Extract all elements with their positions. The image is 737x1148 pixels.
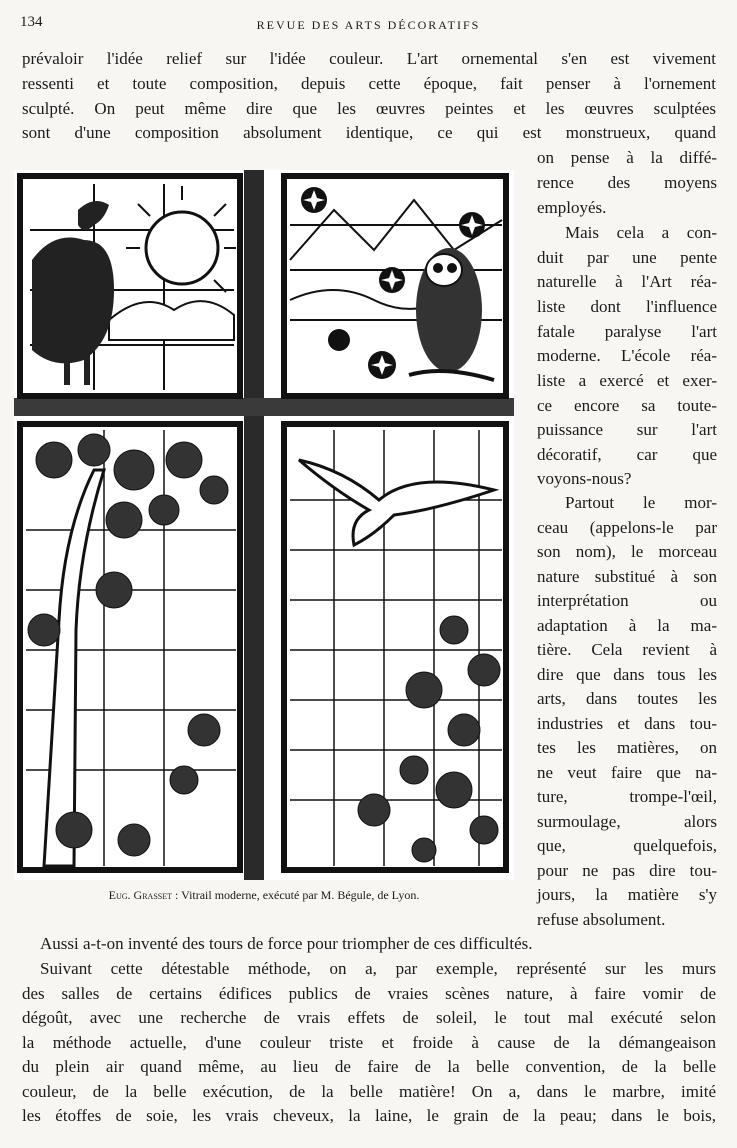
side-text-line: liste dont l'influence (537, 297, 717, 316)
side-text-line: surmoulage, alors (537, 812, 717, 831)
panel-owl-stars (284, 176, 506, 396)
side-text-line: liste a exercé et exer- (537, 371, 717, 390)
side-text-line: interprétation ou (537, 591, 717, 610)
text-line: Aussi a-t-on inventé des tours de force pour triompher de ces difficultés. (40, 934, 533, 953)
panel-tree-branches (20, 424, 240, 870)
page-number: 134 (20, 14, 43, 30)
side-text-line: son nom), le morceau (537, 542, 717, 561)
side-text-line: ceau (appelons-le par (537, 518, 717, 537)
side-text-line: pour ne pas dire tou- (537, 861, 717, 880)
side-text-line: ne veut faire que na- (537, 763, 717, 782)
side-text-line: arts, dans toutes les (537, 689, 717, 708)
side-text-line: Mais cela a con- (565, 223, 717, 242)
side-text-line: décoratif, car que (537, 445, 717, 464)
side-text-line: que, quelquefois, (537, 836, 717, 855)
panel-bird-flowers (284, 424, 506, 870)
side-text-line: industries et dans tou- (537, 714, 717, 733)
side-text-line: ture, trompe-l'œil, (537, 787, 717, 806)
side-text-line: duit par une pente (537, 248, 717, 267)
stained-glass-illustration (14, 170, 514, 880)
text-line: des salles de certains édifices publics de vraies scènes nature, à faire vomir de (22, 984, 716, 1003)
side-text-line: nature substitué à son (537, 567, 717, 586)
side-text-line: employés. (537, 198, 607, 217)
side-text-line: tes les matières, on (537, 738, 717, 757)
side-text-line: naturelle à l'Art réa- (537, 272, 717, 291)
side-text-line: dire que dans tous les (537, 665, 717, 684)
page-header (20, 14, 717, 34)
side-text-line: voyons-nous? (537, 469, 632, 488)
side-text-line: ce encore sa toute- (537, 396, 717, 415)
side-text-line: adaptation à la ma- (537, 616, 717, 635)
side-text-line: rence des moyens (537, 173, 717, 192)
side-text-line: moderne. L'école réa- (537, 346, 717, 365)
figure-caption (14, 888, 514, 903)
caption-text: : Vitrail moderne, exécuté par M. Bégule, de Lyon. (175, 888, 420, 902)
text-line: sculpté. On peut même dire que les œuvres peintes et les œuvres sculptées (22, 99, 716, 118)
text-line: du plein air quand même, au lieu de faire de la belle convention, de la belle (22, 1057, 716, 1076)
text-line: les étoffes de soie, les vrais cheveux, la laine, le grain de la peau; dans le bois, (22, 1106, 716, 1125)
side-text-line: fatale paralyse l'art (537, 322, 717, 341)
text-line: prévaloir l'idée relief sur l'idée couleur. L'art ornemental s'en est vivement (22, 49, 716, 68)
text-line: ressenti et toute composition, depuis cette époque, fait penser à l'ornement (22, 74, 716, 93)
text-line: Suivant cette détestable méthode, on a, par exemple, représenté sur les murs (40, 959, 716, 978)
side-text-line: tière. Cela revient à (537, 640, 717, 659)
side-text-line: jours, la matière s'y (537, 885, 717, 904)
text-line: dégoût, avec une recherche de vrais effets de soleil, le tout mal exécuté selon (22, 1008, 716, 1027)
side-text-line: refuse absolument. (537, 910, 666, 929)
side-text-line: puissance sur l'art (537, 420, 717, 439)
panel-rooster-sun (20, 176, 240, 396)
text-line: couleur, de la belle exécution, de la belle matière! On a, dans le marbre, imité (22, 1082, 716, 1101)
running-title: REVUE DES ARTS DÉCORATIFS (256, 18, 481, 32)
text-line: la méthode actuelle, d'une couleur triste et froide à cause de la démangeaison (22, 1033, 716, 1052)
side-text-line: Partout le mor- (565, 493, 717, 512)
text-line: sont d'une composition absolument identique, ce qui est monstrueux, quand (22, 123, 716, 142)
side-text-line: on pense à la diffé- (537, 148, 717, 167)
caption-author: Eug. Grasset (108, 888, 172, 902)
